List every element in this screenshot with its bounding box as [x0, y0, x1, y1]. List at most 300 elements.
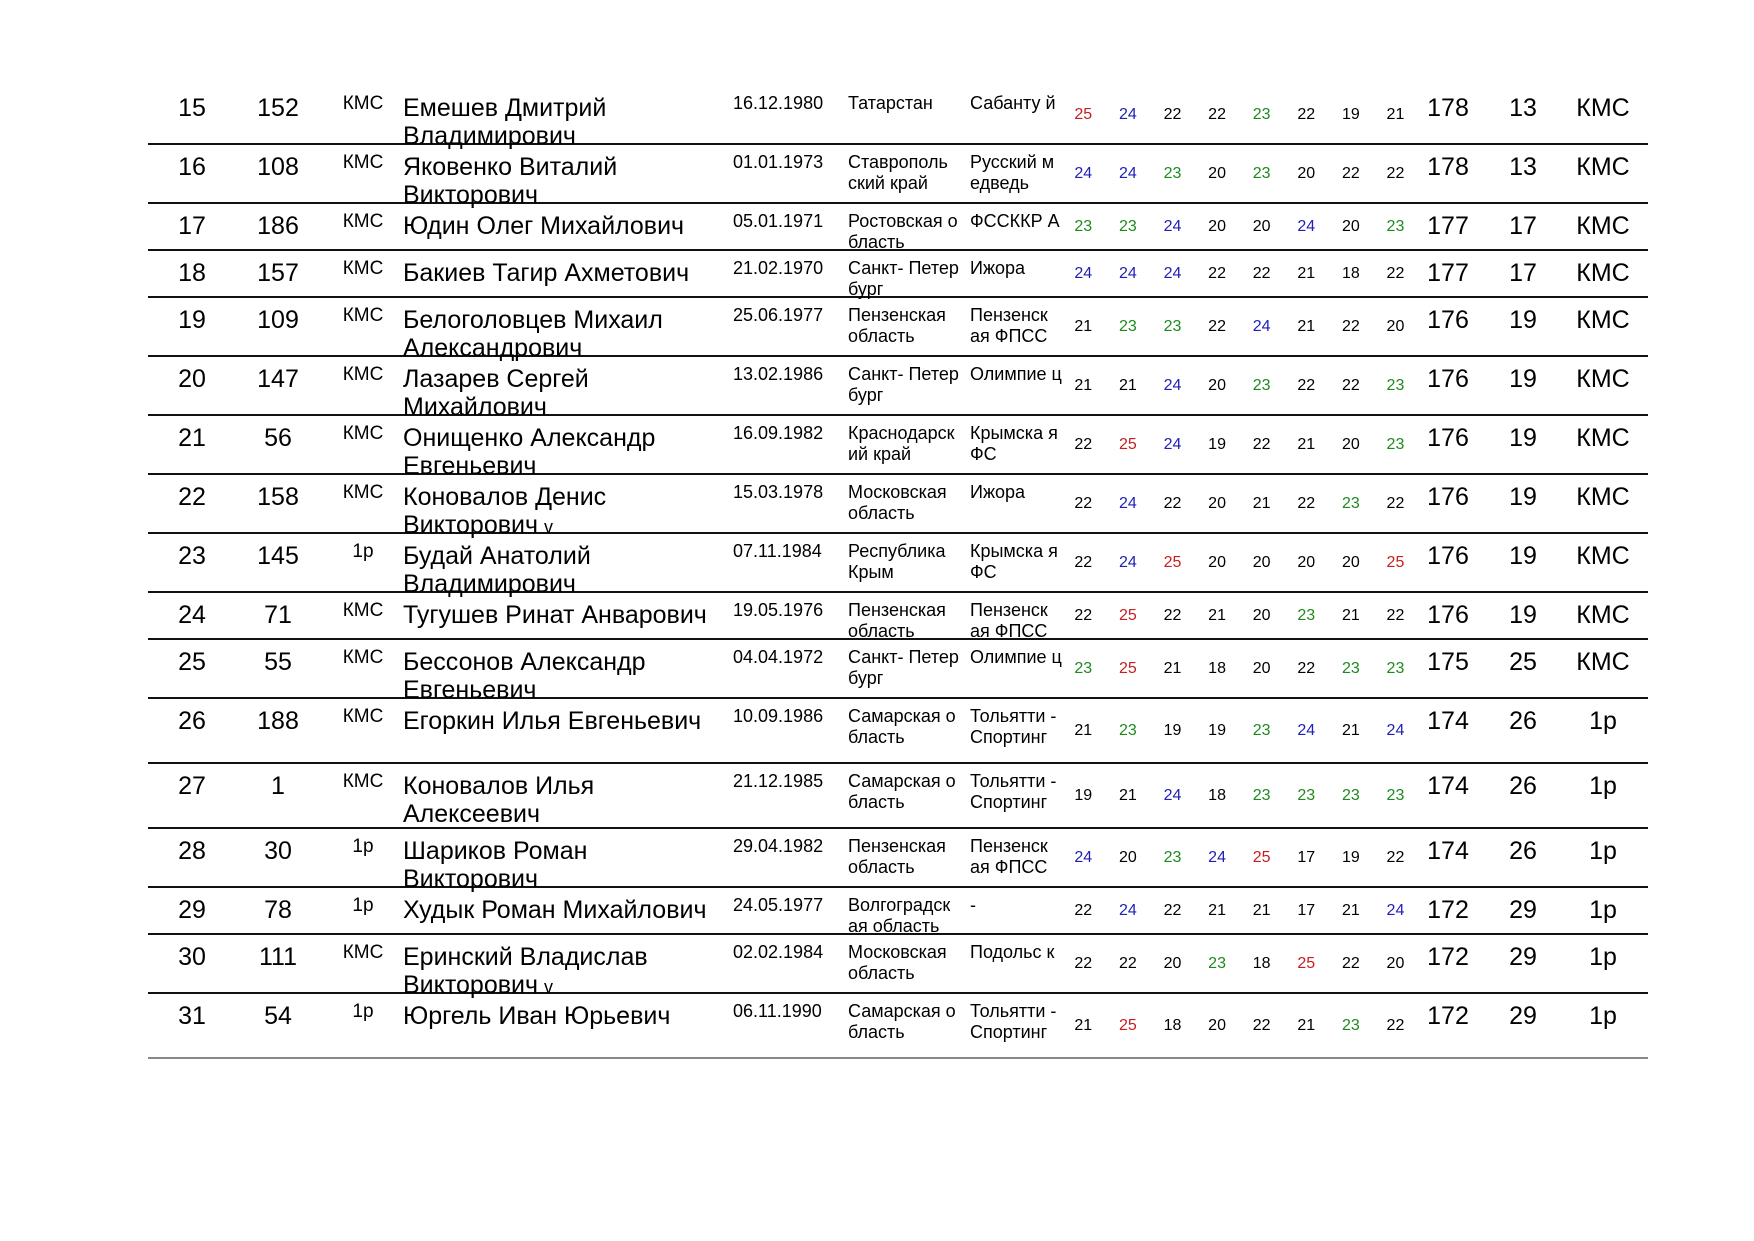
rank-cell: КМС — [342, 942, 384, 963]
series-score: 22 — [1297, 494, 1316, 512]
total-score-cell: 177 — [1427, 212, 1469, 240]
series-score: 21 — [1074, 376, 1093, 394]
series-scores — [1061, 204, 1421, 249]
place-cell: 21 — [178, 424, 206, 452]
table-row — [148, 298, 1648, 362]
region-cell: Ростовская область — [848, 211, 958, 252]
region-cell: Пензенская область — [848, 836, 946, 877]
final-place-cell: 26 — [1509, 837, 1537, 865]
series-score: 22 — [1341, 164, 1360, 182]
series-scores — [1061, 298, 1421, 355]
series-score: 19 — [1341, 848, 1360, 866]
series-score: 23 — [1163, 317, 1182, 335]
athlete-name-line: Юдин Олег Михайлович — [403, 212, 685, 240]
fulfilled-rank-cell: КМС — [1576, 306, 1630, 334]
club-cell: Пензенск ая ФПСС — [970, 836, 1048, 877]
total-score-cell: 176 — [1427, 483, 1469, 511]
series-score: 22 — [1386, 1016, 1405, 1034]
series-score: 24 — [1118, 494, 1137, 512]
series-score: 25 — [1118, 435, 1137, 453]
athlete-name-cell — [403, 259, 723, 287]
series-score: 22 — [1252, 264, 1271, 282]
place-cell: 31 — [178, 1002, 206, 1030]
series-score: 21 — [1252, 901, 1271, 919]
place-cell: 30 — [178, 943, 206, 971]
total-score-cell: 176 — [1427, 424, 1469, 452]
series-score: 23 — [1341, 786, 1360, 804]
series-score: 21 — [1252, 494, 1271, 512]
series-score: 22 — [1341, 954, 1360, 972]
birth-date-cell: 21.12.1985 — [733, 771, 824, 791]
start-number-cell: 157 — [257, 259, 299, 287]
start-number-cell: 108 — [257, 153, 299, 181]
series-score: 22 — [1386, 848, 1405, 866]
fulfilled-rank-cell: КМС — [1576, 542, 1630, 570]
series-score: 21 — [1341, 606, 1360, 624]
place-cell: 24 — [178, 601, 206, 629]
place-cell: 19 — [178, 306, 206, 334]
athlete-name-line: Юргель Иван Юрьевич — [403, 1002, 671, 1030]
club-cell: ФССККР А — [970, 211, 1060, 231]
birth-date-cell: 06.11.1990 — [733, 1001, 822, 1021]
athlete-patronymic-line: Викторович — [403, 865, 539, 893]
rank-cell: КМС — [342, 93, 384, 114]
rank-cell: 1р — [352, 1001, 374, 1022]
series-score: 23 — [1074, 217, 1093, 235]
start-number-cell: 111 — [258, 943, 297, 971]
rank-cell: КМС — [342, 600, 384, 621]
athlete-name-line: Егоркин Илья Евгеньевич — [403, 707, 702, 735]
start-number-cell: 78 — [264, 896, 292, 924]
place-cell: 16 — [178, 153, 206, 181]
club-cell: Тольятти - Спортинг — [970, 706, 1057, 747]
series-score: 24 — [1074, 264, 1093, 282]
athlete-patronymic-line: Александрович — [403, 334, 583, 362]
birth-date-cell: 21.02.1970 — [733, 258, 824, 278]
fulfilled-rank-cell: КМС — [1576, 601, 1630, 629]
series-scores — [1061, 994, 1421, 1057]
series-score: 22 — [1074, 435, 1093, 453]
final-place-cell: 19 — [1509, 601, 1537, 629]
table-row — [148, 145, 1648, 209]
athlete-name-cell — [403, 153, 723, 209]
series-score: 20 — [1208, 376, 1226, 394]
series-score: 20 — [1208, 553, 1226, 571]
final-place-cell: 29 — [1509, 943, 1537, 971]
athlete-name-cell — [403, 772, 723, 828]
club-cell: Сабанту й — [970, 93, 1056, 113]
table-row — [148, 416, 1648, 480]
rank-cell: 1р — [352, 541, 374, 562]
table-row — [148, 357, 1648, 421]
series-score: 21 — [1297, 1016, 1316, 1034]
series-score: 19 — [1074, 786, 1093, 804]
region-cell: Самарская область — [848, 1001, 956, 1042]
region-cell: Волгоградск ая область — [848, 895, 951, 936]
series-score: 22 — [1386, 264, 1405, 282]
rank-cell: КМС — [342, 258, 384, 279]
rank-cell: 1р — [352, 895, 374, 916]
birth-date-cell: 10.09.1986 — [733, 706, 824, 726]
series-score: 24 — [1074, 848, 1093, 866]
series-score: 22 — [1208, 264, 1226, 282]
start-number-cell: 188 — [257, 707, 299, 735]
series-score: 22 — [1297, 105, 1316, 123]
total-score-cell: 176 — [1427, 306, 1469, 334]
region-cell: Санкт- Петербург — [848, 647, 959, 688]
series-score: 18 — [1341, 264, 1360, 282]
series-score: 22 — [1386, 494, 1405, 512]
club-cell: Пензенск ая ФПСС — [970, 305, 1048, 346]
table-row — [148, 888, 1648, 935]
fulfilled-rank-cell: КМС — [1576, 94, 1630, 122]
final-place-cell: 19 — [1509, 365, 1537, 393]
series-score: 17 — [1297, 901, 1316, 919]
series-score: 19 — [1208, 721, 1226, 739]
final-place-cell: 26 — [1509, 707, 1537, 735]
place-cell: 28 — [178, 837, 206, 865]
series-score: 24 — [1118, 553, 1137, 571]
series-score: 21 — [1341, 721, 1360, 739]
region-cell: Московская область — [848, 482, 947, 523]
series-score: 24 — [1163, 264, 1182, 282]
final-place-cell: 19 — [1509, 424, 1537, 452]
series-score: 22 — [1297, 376, 1316, 394]
table-row — [148, 829, 1648, 893]
place-cell: 29 — [178, 896, 206, 924]
series-score: 21 — [1074, 317, 1093, 335]
athlete-name-cell — [403, 483, 723, 541]
series-score: 20 — [1252, 659, 1271, 677]
rank-cell: КМС — [342, 211, 384, 232]
series-score: 22 — [1074, 494, 1093, 512]
series-score: 21 — [1297, 435, 1316, 453]
place-cell: 18 — [178, 259, 206, 287]
athlete-name-line: Тугушев Ринат Анварович — [403, 601, 707, 629]
fulfilled-rank-cell: 1р — [1589, 837, 1617, 865]
total-score-cell: 176 — [1427, 601, 1469, 629]
rank-cell: КМС — [342, 771, 384, 792]
start-number-cell: 109 — [257, 306, 299, 334]
series-score: 23 — [1118, 217, 1137, 235]
series-score: 24 — [1074, 164, 1093, 182]
athlete-name-cell — [403, 943, 723, 1001]
athlete-patronymic-line: Викторович v — [403, 971, 554, 999]
series-score: 23 — [1252, 105, 1271, 123]
rank-cell: КМС — [342, 706, 384, 727]
series-score: 24 — [1297, 217, 1316, 235]
athlete-name-line: Бессонов Александр — [403, 648, 646, 676]
series-score: 20 — [1252, 217, 1271, 235]
start-number-cell: 147 — [257, 365, 299, 393]
athlete-patronymic-line: Алексеевич — [403, 800, 540, 828]
birth-date-cell: 16.12.1980 — [733, 93, 824, 113]
place-cell: 17 — [178, 212, 206, 240]
series-score: 22 — [1297, 659, 1316, 677]
series-score: 21 — [1163, 659, 1182, 677]
region-cell: Санкт- Петербург — [848, 258, 959, 299]
region-cell: Пензенская область — [848, 305, 946, 346]
birth-date-cell: 13.02.1986 — [733, 364, 824, 384]
region-cell: Санкт- Петербург — [848, 364, 959, 405]
athlete-name-cell — [403, 212, 723, 240]
series-score: 23 — [1252, 721, 1271, 739]
series-score: 25 — [1074, 105, 1093, 123]
series-score: 22 — [1386, 606, 1405, 624]
birth-date-cell: 24.05.1977 — [733, 895, 824, 915]
series-score: 20 — [1252, 606, 1271, 624]
start-number-cell: 30 — [264, 837, 292, 865]
athlete-name-line: Бакиев Тагир Ахметович — [403, 259, 690, 287]
series-score: 22 — [1074, 901, 1093, 919]
series-score: 20 — [1208, 1016, 1226, 1034]
place-cell: 22 — [178, 483, 206, 511]
series-score: 24 — [1163, 376, 1182, 394]
start-number-cell: 56 — [264, 424, 292, 452]
birth-date-cell: 01.01.1973 — [733, 152, 824, 172]
athlete-name-cell — [403, 837, 723, 893]
birth-date-cell: 02.02.1984 — [733, 942, 824, 962]
series-score: 23 — [1341, 1016, 1360, 1034]
series-score: 22 — [1163, 606, 1182, 624]
series-score: 19 — [1163, 721, 1182, 739]
series-score: 20 — [1252, 553, 1271, 571]
series-score: 21 — [1208, 901, 1226, 919]
club-cell: Русский медведь — [970, 152, 1055, 193]
series-score: 24 — [1118, 164, 1137, 182]
series-score: 18 — [1163, 1016, 1182, 1034]
total-score-cell: 175 — [1427, 648, 1469, 676]
club-cell: Олимпие ц — [970, 647, 1062, 667]
series-score: 20 — [1341, 553, 1360, 571]
table-row — [148, 204, 1648, 251]
series-scores — [1061, 888, 1421, 933]
series-score: 25 — [1252, 848, 1271, 866]
rank-cell: КМС — [342, 647, 384, 668]
series-score: 21 — [1074, 1016, 1093, 1034]
athlete-patronymic-line: Михайлович — [403, 393, 547, 421]
club-cell: Тольятти - Спортинг — [970, 771, 1057, 812]
series-score: 19 — [1208, 435, 1226, 453]
series-score: 21 — [1118, 786, 1137, 804]
birth-date-cell: 16.09.1982 — [733, 423, 824, 443]
final-place-cell: 13 — [1509, 94, 1537, 122]
total-score-cell: 176 — [1427, 542, 1469, 570]
start-number-cell: 55 — [264, 648, 292, 676]
series-score: 24 — [1163, 786, 1182, 804]
birth-date-cell: 05.01.1971 — [733, 211, 824, 231]
series-score: 25 — [1297, 954, 1316, 972]
birth-date-cell: 19.05.1976 — [733, 600, 824, 620]
region-cell: Пензенская область — [848, 600, 946, 641]
series-score: 23 — [1163, 164, 1182, 182]
series-scores — [1061, 935, 1421, 992]
athlete-name-line: Яковенко Виталий — [403, 153, 618, 181]
table-row — [148, 86, 1648, 150]
series-score: 17 — [1297, 848, 1316, 866]
series-score: 24 — [1163, 435, 1182, 453]
series-score: 21 — [1297, 264, 1316, 282]
total-score-cell: 177 — [1427, 259, 1469, 287]
series-score: 21 — [1297, 317, 1316, 335]
fulfilled-rank-cell: 1р — [1589, 943, 1617, 971]
club-cell: Ижора — [970, 482, 1026, 502]
club-cell: - — [970, 895, 976, 915]
athlete-name-line: Еринский Владислав — [403, 943, 648, 971]
region-cell: Самарская область — [848, 706, 956, 747]
total-score-cell: 172 — [1427, 1002, 1469, 1030]
series-score: 25 — [1163, 553, 1182, 571]
series-score: 23 — [1341, 494, 1360, 512]
series-score: 21 — [1208, 606, 1226, 624]
series-scores — [1061, 534, 1421, 591]
club-cell: Пензенск ая ФПСС — [970, 600, 1048, 641]
club-cell: Олимпие ц — [970, 364, 1062, 384]
final-place-cell: 25 — [1509, 648, 1537, 676]
results-table — [148, 86, 1648, 1059]
series-score: 23 — [1163, 848, 1182, 866]
series-score: 23 — [1208, 954, 1226, 972]
series-score: 20 — [1208, 217, 1226, 235]
series-score: 22 — [1341, 376, 1360, 394]
athlete-patronymic-line: Евгеньевич — [403, 452, 537, 480]
series-score: 20 — [1386, 954, 1405, 972]
athlete-name-line: Будай Анатолий — [403, 542, 591, 570]
series-scores — [1061, 829, 1421, 886]
series-score: 22 — [1163, 105, 1182, 123]
fulfilled-rank-cell: 1р — [1589, 772, 1617, 800]
series-score: 24 — [1386, 901, 1405, 919]
series-score: 23 — [1386, 659, 1405, 677]
place-cell: 20 — [178, 365, 206, 393]
athlete-name-line: Белоголовцев Михаил — [403, 306, 663, 334]
table-row — [148, 251, 1648, 298]
series-score: 21 — [1341, 901, 1360, 919]
series-score: 24 — [1386, 721, 1405, 739]
series-score: 22 — [1163, 494, 1182, 512]
series-score: 20 — [1163, 954, 1182, 972]
athlete-name-line: Онищенко Александр — [403, 424, 656, 452]
place-cell: 25 — [178, 648, 206, 676]
series-scores — [1061, 357, 1421, 414]
series-score: 23 — [1252, 786, 1271, 804]
series-score: 20 — [1386, 317, 1405, 335]
athlete-patronymic-line: Викторович — [403, 181, 539, 209]
start-number-cell: 145 — [257, 542, 299, 570]
final-place-cell: 13 — [1509, 153, 1537, 181]
series-score: 25 — [1118, 659, 1137, 677]
final-place-cell: 17 — [1509, 212, 1537, 240]
check-mark: v — [544, 517, 554, 537]
region-cell: Самарская область — [848, 771, 956, 812]
series-score: 20 — [1208, 164, 1226, 182]
series-score: 22 — [1074, 954, 1093, 972]
series-score: 23 — [1252, 376, 1271, 394]
athlete-name-cell — [403, 424, 723, 480]
series-score: 21 — [1074, 721, 1093, 739]
birth-date-cell: 25.06.1977 — [733, 305, 824, 325]
series-score: 18 — [1252, 954, 1271, 972]
rank-cell: КМС — [342, 423, 384, 444]
total-score-cell: 174 — [1427, 837, 1469, 865]
fulfilled-rank-cell: 1р — [1589, 896, 1617, 924]
series-score: 23 — [1252, 164, 1271, 182]
series-score: 22 — [1118, 954, 1137, 972]
athlete-name-cell — [403, 648, 723, 704]
club-cell: Подольс к — [970, 942, 1055, 962]
region-cell: Ставрополь ский край — [848, 152, 948, 193]
total-score-cell: 178 — [1427, 153, 1469, 181]
athlete-name-cell — [403, 896, 723, 924]
series-scores — [1061, 251, 1421, 296]
series-score: 22 — [1252, 435, 1271, 453]
series-score: 23 — [1386, 376, 1405, 394]
athlete-name-line: Коновалов Илья — [403, 772, 595, 800]
series-scores — [1061, 764, 1421, 827]
region-cell: Республика Крым — [848, 541, 946, 582]
total-score-cell: 172 — [1427, 943, 1469, 971]
athlete-name-cell — [403, 306, 723, 362]
rank-cell: КМС — [342, 152, 384, 173]
fulfilled-rank-cell: КМС — [1576, 424, 1630, 452]
series-scores — [1061, 699, 1421, 762]
series-score: 22 — [1208, 105, 1226, 123]
series-score: 21 — [1118, 376, 1137, 394]
series-score: 23 — [1118, 317, 1137, 335]
series-scores — [1061, 86, 1421, 143]
series-score: 24 — [1118, 264, 1137, 282]
series-score: 22 — [1386, 164, 1405, 182]
table-row — [148, 475, 1648, 539]
fulfilled-rank-cell: 1р — [1589, 1002, 1617, 1030]
club-cell: Крымска я ФС — [970, 423, 1058, 464]
series-score: 19 — [1341, 105, 1360, 123]
series-score: 20 — [1341, 217, 1360, 235]
series-score: 22 — [1074, 606, 1093, 624]
table-row — [148, 994, 1648, 1059]
table-row — [148, 699, 1648, 764]
series-score: 24 — [1118, 105, 1137, 123]
start-number-cell: 71 — [264, 601, 292, 629]
birth-date-cell: 15.03.1978 — [733, 482, 824, 502]
series-score: 25 — [1118, 606, 1137, 624]
series-score: 20 — [1297, 164, 1316, 182]
region-cell: Краснодарск ий край — [848, 423, 955, 464]
birth-date-cell: 07.11.1984 — [733, 541, 822, 561]
start-number-cell: 1 — [271, 772, 285, 800]
table-row — [148, 534, 1648, 598]
athlete-name-line: Коновалов Денис — [403, 483, 607, 511]
final-place-cell: 19 — [1509, 306, 1537, 334]
series-score: 21 — [1386, 105, 1405, 123]
rank-cell: 1р — [352, 836, 374, 857]
athlete-patronymic-line: Евгеньевич — [403, 676, 537, 704]
series-score: 23 — [1297, 606, 1316, 624]
final-place-cell: 29 — [1509, 1002, 1537, 1030]
series-score: 23 — [1118, 721, 1137, 739]
series-score: 18 — [1208, 786, 1226, 804]
club-cell: Тольятти - Спортинг — [970, 1001, 1057, 1042]
series-score: 18 — [1208, 659, 1226, 677]
series-score: 23 — [1341, 659, 1360, 677]
fulfilled-rank-cell: КМС — [1576, 212, 1630, 240]
series-score: 20 — [1208, 494, 1226, 512]
rank-cell: КМС — [342, 482, 384, 503]
birth-date-cell: 04.04.1972 — [733, 647, 824, 667]
place-cell: 15 — [178, 94, 206, 122]
final-place-cell: 19 — [1509, 542, 1537, 570]
series-score: 24 — [1118, 901, 1137, 919]
